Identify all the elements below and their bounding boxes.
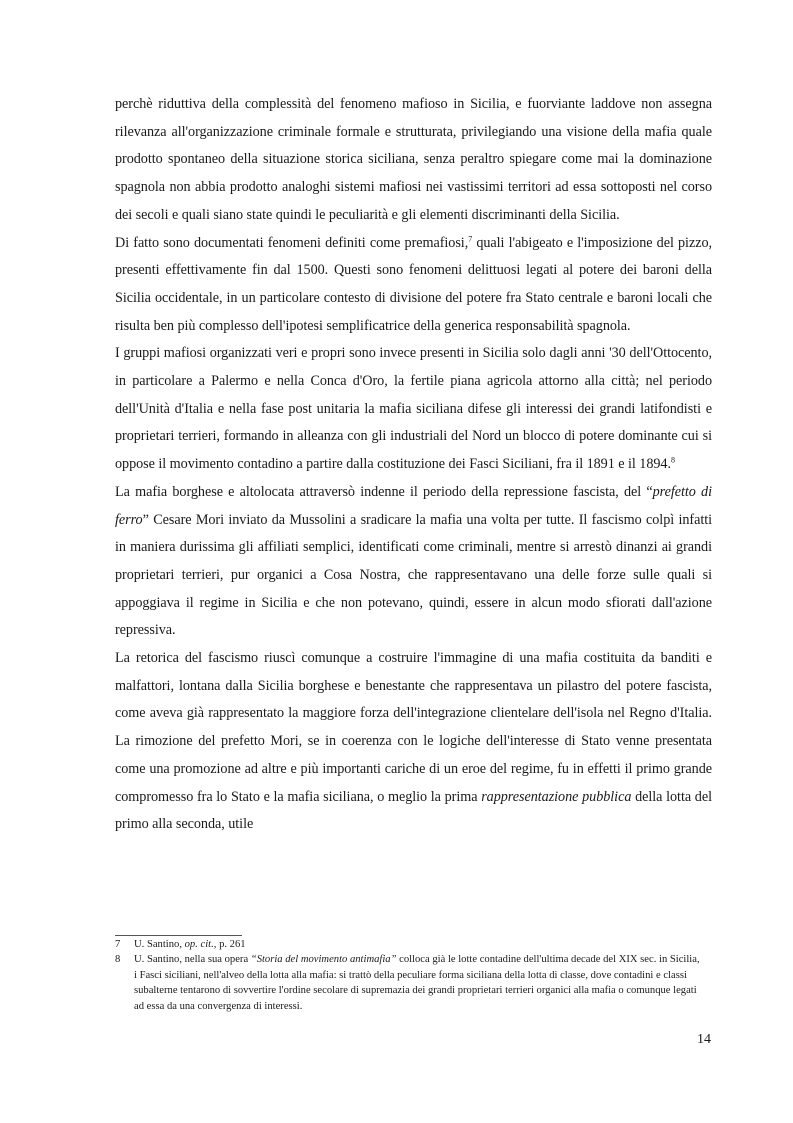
- paragraph: La retorica del fascismo riuscì comunque a costruire l'immagine di una mafia costituita da banditi e malfattori, lontana dalla Sicilia borghese e benestante che rappresentava un pilastro del potere fascista, come aveva già rappresentato la maggiore forza dell'integrazione clientelare dell'isola nel Regno d'Italia. La rimozione del prefetto Mori, se in coerenza con le logiche dell'interesse di Stato venne presentata come una promozione ad altre e più importanti cariche di un eroe del regime, fu in effetti il primo grande compromesso fra lo Stato e la mafia siciliana, o meglio la prima rappresentazione pubblica della lotta del primo alla seconda, utile: [115, 650, 712, 833]
- footnote-number: 8: [115, 954, 121, 966]
- paragraph: I gruppi mafiosi organizzati veri e propri sono invece presenti in Sicilia solo dagli anni '30 dell'Ottocento, in particolare a Palermo e nella Conca d'Oro, la fertile piana agricola attorno alla città; nel periodo dell'Unità d'Italia e nella fase post unitaria la mafia siciliana difese gli interessi dei grandi latifondisti e proprietari terrieri, formando in alleanza con gli industriali del Nord un blocco di potere dominante cui si oppose il movimento contadino a partire dalla costituzione dei Fasci Siciliani, fra il 1891 e il 1894.$^8$: [115, 345, 712, 473]
- paragraph: perchè riduttiva della complessità del fenomeno mafioso in Sicilia, e fuorviante laddove non assegna rilevanza all'organizzazione criminale formale e strutturata, privilegiando una visione della mafia quale prodotto spontaneo della situazione storica siciliana, senza peraltro spiegare come mai la dominazione spagnola non abbia prodotto analoghi sistemi mafiosi nei vastissimi territori ad essa sottoposti nel corso dei secoli e quali siano state quindi le peculiarità e gli elementi discriminanti della Sicilia.: [115, 96, 712, 223]
- footnote-ref[interactable]: 7: [468, 233, 473, 243]
- footnote: 8 U. Santino, nella sua opera “Storia del movimento antimafia” colloca già le lotte contadine dell'ultima decade del XIX sec. in Sicilia, i Fasci siciliani, nell'alveo della lotta alla mafia: si trattò della peculiare forma siciliana della lotta di classe, dove contadini e classi subalterne tentarono di sovvertire l'ordine secolare di supremazia dei grandi proprietari terrieri organici alla mafia o comunque legati ad essa da una convergenza di interessi.: [115, 954, 700, 1012]
- footnote: 7 U. Santino, op. cit., p. 261: [115, 937, 705, 952]
- main-text: [115, 91, 712, 839]
- page-number: 14: [697, 1032, 711, 1047]
- footnote-separator: [115, 935, 242, 936]
- footnote-number: 7: [115, 939, 121, 950]
- footnotes: [115, 937, 705, 1014]
- footnote-ref[interactable]: 8: [670, 455, 675, 465]
- paragraph: La mafia borghese e altolocata attraversò indenne il periodo della repressione fascista, del “prefetto di ferro” Cesare Mori inviato da Mussolini a sradicare la mafia una volta per tutte. Il fascismo colpì infatti in maniera durissima gli affiliati semplici, identificati come criminali, mentre si arrestò dinanzi ai grandi proprietari terrieri, pur organici a Cosa Nostra, che rappresentavano una delle forze sulle quali si appoggiava il regime in Sicilia e che non potevano, quindi, essere in alcun modo sfiorati dall'azione repressiva.: [115, 483, 712, 639]
- paragraph: Di fatto sono documentati fenomeni definiti come premafiosi,$^7$ quali l'abigeato e l'imposizione del pizzo, presenti effettivamente fin dal 1500. Questi sono fenomeni delittuosi legati al potere dei baroni della Sicilia occidentale, in un particolare contesto di divisione del potere fra Stato centrale e baroni locali che risulta ben più complesso dell'ipotesi semplificatrice della generica responsabilità spagnola.: [115, 233, 712, 334]
